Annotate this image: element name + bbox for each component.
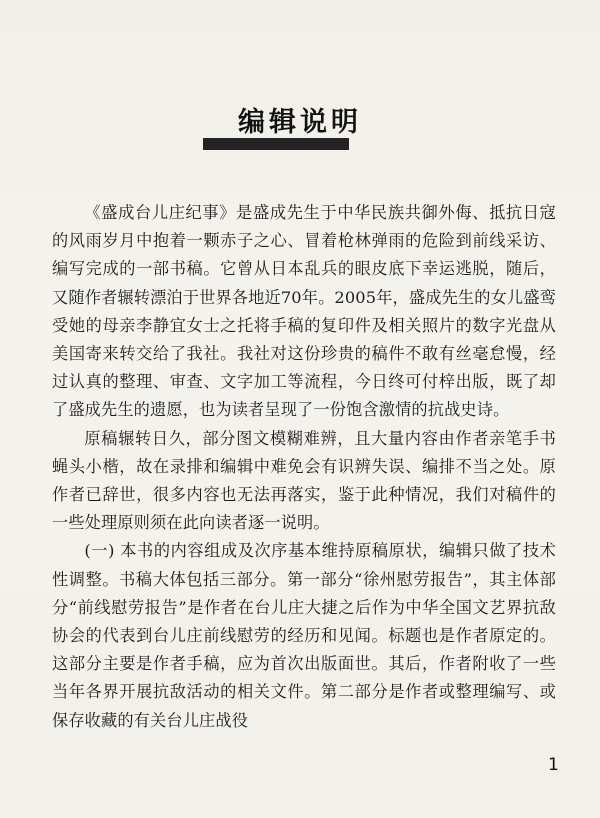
page-number: 1 (548, 755, 559, 775)
page-title: 编辑说明 (238, 107, 362, 138)
paragraph-1: 《盛成台儿庄纪事》是盛成先生于中华民族共御外侮、抵抗日寇的风雨岁月中抱着一颗赤子之心、冒着枪林弹雨的危险到前线采访、编写完成的一部书稿。它曾从日本乱兵的眼皮底下幸运逃脱，随后，又随作者辗转漂泊于世界各地近70年。2005年，盛成先生的女儿盛鸾受她的母亲李静宜女士之托将手稿的复印件及相关照片的数字光盘从美国寄来转交给了我社。我社对这份珍贵的稿件不敢有丝毫怠慢，经过认真的整理、审查、文字加工等流程，今日终可付梓出版，既了却了盛成先生的遗愿，也为读者呈现了一份饱含激情的抗战史诗。 (52, 203, 556, 420)
title-block (0, 100, 600, 160)
paragraph-3: (一) 本书的内容组成及次序基本维持原稿原状，编辑只做了技术性调整。书稿大体包括三部分。第一部分“徐州慰劳报告”，其主体部分“前线慰劳报告”是作者在台儿庄大捷之后作为中华全国文艺界抗敌协会的代表到台儿庄前线慰劳的经历和见闻。标题也是作者原定的。这部分主要是作者手稿，应为首次出版面世。其后，作者附收了一些当年各界开展抗敌活动的相关文件。第二部分是作者或整理编写、或保存收藏的有关台儿庄战役 (52, 541, 556, 730)
body-text (52, 199, 556, 735)
title-underline-bar (203, 138, 349, 150)
paragraph-2: 原稿辗转日久，部分图文模糊难辨，且大量内容由作者亲笔手书蝇头小楷，故在录排和编辑中难免会有识辨失误、编排不当之处。原作者已辞世，很多内容也无法再落实，鉴于此种情况，我们对稿件的一些处理原则须在此向读者逐一说明。 (52, 428, 556, 533)
